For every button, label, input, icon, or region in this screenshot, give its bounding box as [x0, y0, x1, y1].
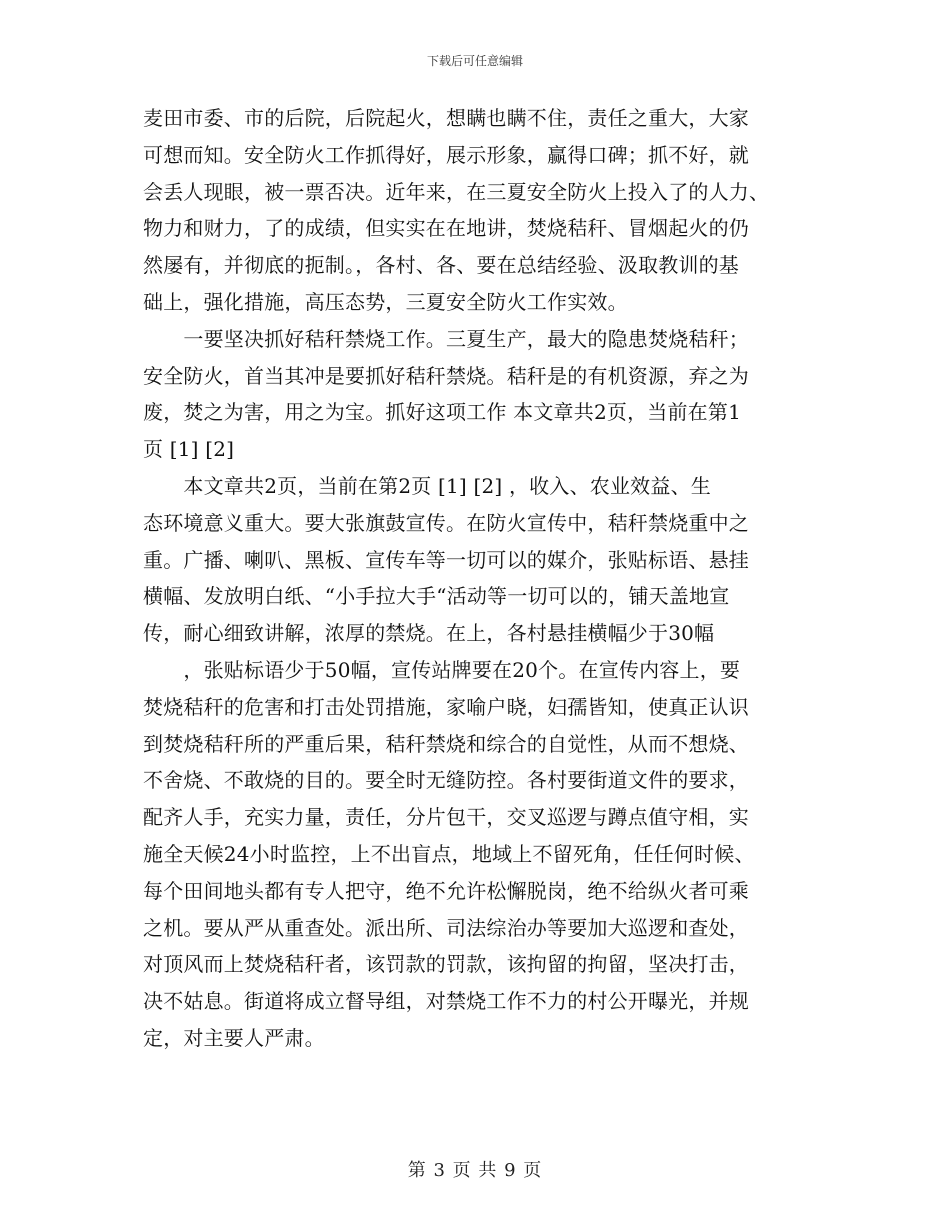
- text-line: 一要坚决抓好秸秆禁烧工作。三夏生产，最大的隐患焚烧秸秆；: [143, 326, 749, 351]
- text-line: 之机。要从严从重查处。派出所、司法综治办等要加大巡逻和查处，: [143, 915, 749, 940]
- text-line: 础上，强化措施，高压态势，三夏安全防火工作实效。: [143, 289, 628, 314]
- text-line: 施全天候24小时监控，上不出盲点，地域上不留死角，任任何时候、: [143, 841, 755, 866]
- text-line: 废，焚之为害，用之为宝。抓好这项工作 本文章共2页，当前在第1: [143, 400, 742, 425]
- text-line: 会丢人现眼，被一票否决。近年来，在三夏安全防火上投入了的人力、: [143, 179, 770, 204]
- text-line: ，张贴标语少于50幅，宣传站牌要在20个。在宣传内容上，要: [143, 657, 741, 682]
- paragraph-3: [143, 468, 823, 652]
- text-line: 决不姑息。街道将成立督导组，对禁烧工作不力的村公开曝光，并规: [143, 989, 749, 1014]
- document-body: [143, 100, 823, 1057]
- text-line: 麦田市委、市的后院，后院起火，想瞒也瞒不住，责任之重大，大家: [143, 106, 749, 130]
- page-footer: 第 3 页 共 9 页: [407, 1160, 543, 1181]
- text-line: 定，对主要人严肃。: [143, 1025, 325, 1050]
- text-line: 每个田间地头都有专人把守，绝不允许松懈脱岗，绝不给纵火者可乘: [143, 878, 749, 903]
- text-line: 焚烧秸秆的危害和打击处罚措施，家喻户晓，妇孺皆知，使真正认识: [143, 694, 749, 719]
- text-line: 传，耐心细致讲解，浓厚的禁烧。在上，各村悬挂横幅少于30幅: [143, 621, 715, 646]
- page-header: 下载后可任意编辑: [426, 54, 523, 68]
- paragraph-1: [143, 100, 823, 321]
- text-line: 态环境意义重大。要大张旗鼓宣传。在防火宣传中，秸秆禁烧重中之: [143, 510, 749, 535]
- text-line: 横幅、发放明白纸、“小手拉大手“活动等一切可以的，铺天盖地宣: [143, 584, 730, 609]
- text-line: 配齐人手，充实力量，责任，分片包干，交叉巡逻与蹲点值守相，实: [143, 805, 749, 830]
- text-line: 本文章共2页，当前在第2页 [1] [2] ，收入、农业效益、生: [143, 473, 711, 498]
- text-line: 不舍烧、不敢烧的目的。要全时无缝防控。各村要街道文件的要求，: [143, 768, 749, 793]
- text-line: 可想而知。安全防火工作抓得好，展示形象，赢得口碑；抓不好，就: [143, 142, 749, 167]
- paragraph-4: [143, 652, 823, 1057]
- text-line: 到焚烧秸秆所的严重后果，秸秆禁烧和综合的自觉性，从而不想烧、: [143, 731, 749, 756]
- text-line: 重。广播、喇叭、黑板、宣传车等一切可以的媒介，张贴标语、悬挂: [143, 547, 749, 572]
- text-line: 物力和财力，了的成绩，但实实在在地讲，焚烧秸秆、冒烟起火的仍: [143, 216, 749, 241]
- paragraph-2: [143, 321, 823, 468]
- text-line: 然屡有，并彻底的扼制。，各村、各、要在总结经验、汲取教训的基: [143, 253, 739, 278]
- text-line: 安全防火，首当其冲是要抓好秸秆禁烧。秸秆是的有机资源，弃之为: [143, 363, 749, 388]
- text-line: 页 [1] [2]: [143, 437, 235, 462]
- text-line: 对顶风而上焚烧秸秆者，该罚款的罚款，该拘留的拘留，坚决打击，: [143, 952, 749, 977]
